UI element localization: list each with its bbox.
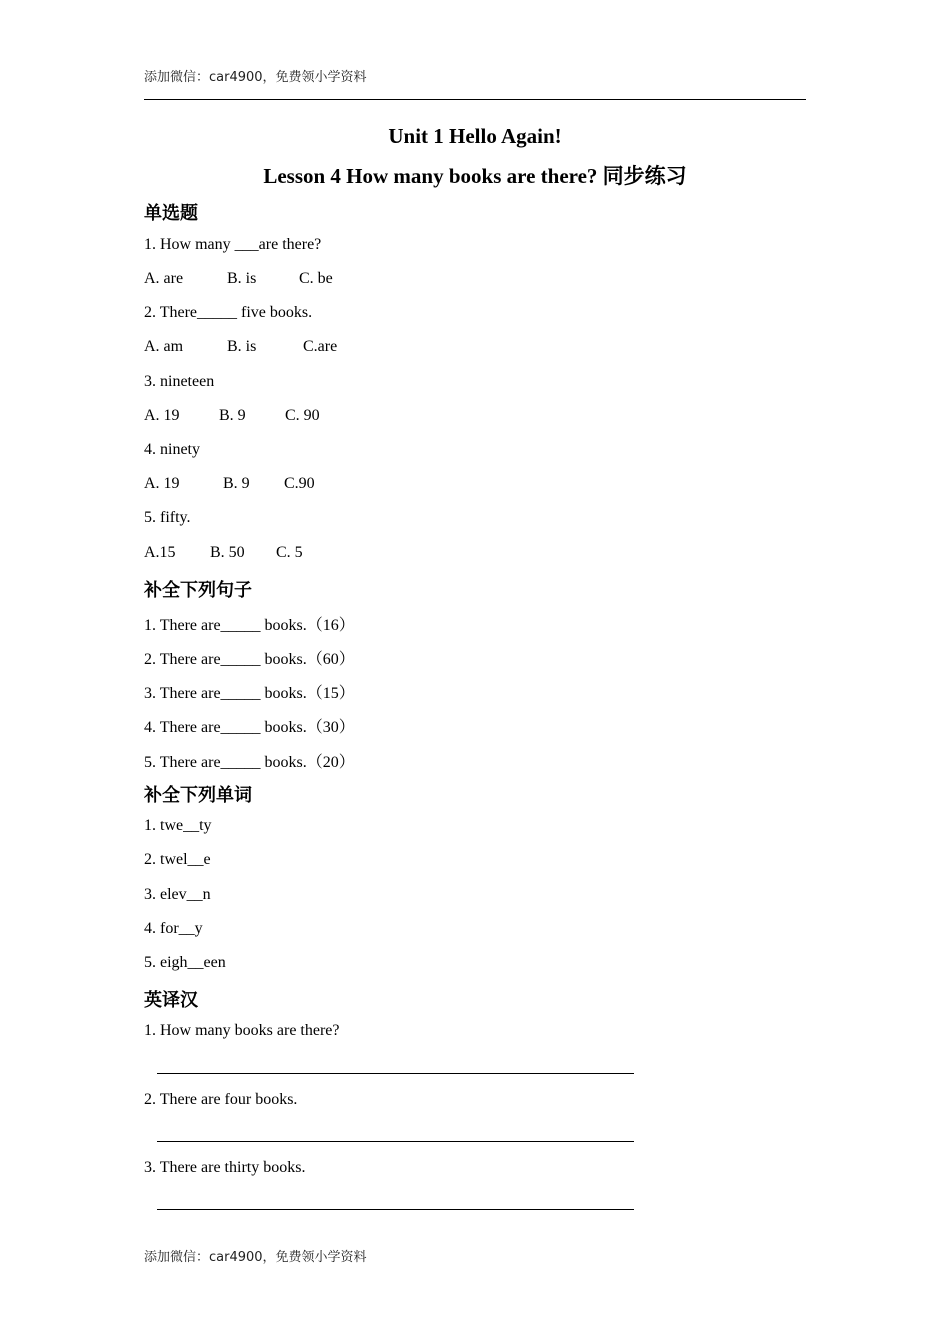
sentence-item: 3. There are_____ books.（15） xyxy=(144,685,355,702)
sentence-item: 4. There are_____ books.（30） xyxy=(144,719,355,736)
option-c: C.are xyxy=(303,338,338,355)
word-item: 1. twe__ty xyxy=(144,817,212,834)
option-a: A. 19 xyxy=(144,407,180,424)
header-divider xyxy=(144,99,806,100)
option-c: C.90 xyxy=(284,475,315,492)
section-heading-choice: 单选题 xyxy=(144,203,198,224)
question-stem: 1. How many ___are there? xyxy=(144,236,322,253)
unit-title: Unit 1 Hello Again! xyxy=(388,124,562,148)
option-a: A. are xyxy=(144,270,184,287)
section-heading-translate: 英译汉 xyxy=(144,990,198,1011)
answer-line xyxy=(157,1141,634,1142)
word-item: 2. twel__e xyxy=(144,851,211,868)
option-c: C. 5 xyxy=(276,544,303,561)
translate-item: 3. There are thirty books. xyxy=(144,1159,306,1176)
word-item: 5. eigh__een xyxy=(144,954,226,971)
option-b: B. 50 xyxy=(210,544,245,561)
sentence-item: 2. There are_____ books.（60） xyxy=(144,651,355,668)
option-b: B. is xyxy=(227,338,257,355)
word-item: 3. elev__n xyxy=(144,886,211,903)
page-header-note: 添加微信：car4900，免费领小学资料 xyxy=(144,70,367,85)
answer-line xyxy=(157,1073,634,1074)
question-stem: 3. nineteen xyxy=(144,373,215,390)
answer-line xyxy=(157,1209,634,1210)
option-a: A. am xyxy=(144,338,184,355)
option-c: C. be xyxy=(299,270,333,287)
question-stem: 4. ninety xyxy=(144,441,200,458)
section-heading-sentences: 补全下列句子 xyxy=(144,580,252,601)
lesson-title: Lesson 4 How many books are there? 同步练习 xyxy=(263,164,687,188)
page-footer-note: 添加微信：car4900，免费领小学资料 xyxy=(144,1250,367,1265)
sentence-item: 5. There are_____ books.（20） xyxy=(144,754,355,771)
option-a: A. 19 xyxy=(144,475,180,492)
option-b: B. 9 xyxy=(223,475,250,492)
option-b: B. 9 xyxy=(219,407,246,424)
translate-item: 1. How many books are there? xyxy=(144,1022,340,1039)
question-stem: 5. fifty. xyxy=(144,509,191,526)
word-item: 4. for__y xyxy=(144,920,203,937)
translate-item: 2. There are four books. xyxy=(144,1091,298,1108)
section-heading-words: 补全下列单词 xyxy=(144,785,252,806)
option-a: A.15 xyxy=(144,544,176,561)
question-stem: 2. There_____ five books. xyxy=(144,304,313,321)
sentence-item: 1. There are_____ books.（16） xyxy=(144,617,355,634)
option-b: B. is xyxy=(227,270,257,287)
option-c: C. 90 xyxy=(285,407,320,424)
